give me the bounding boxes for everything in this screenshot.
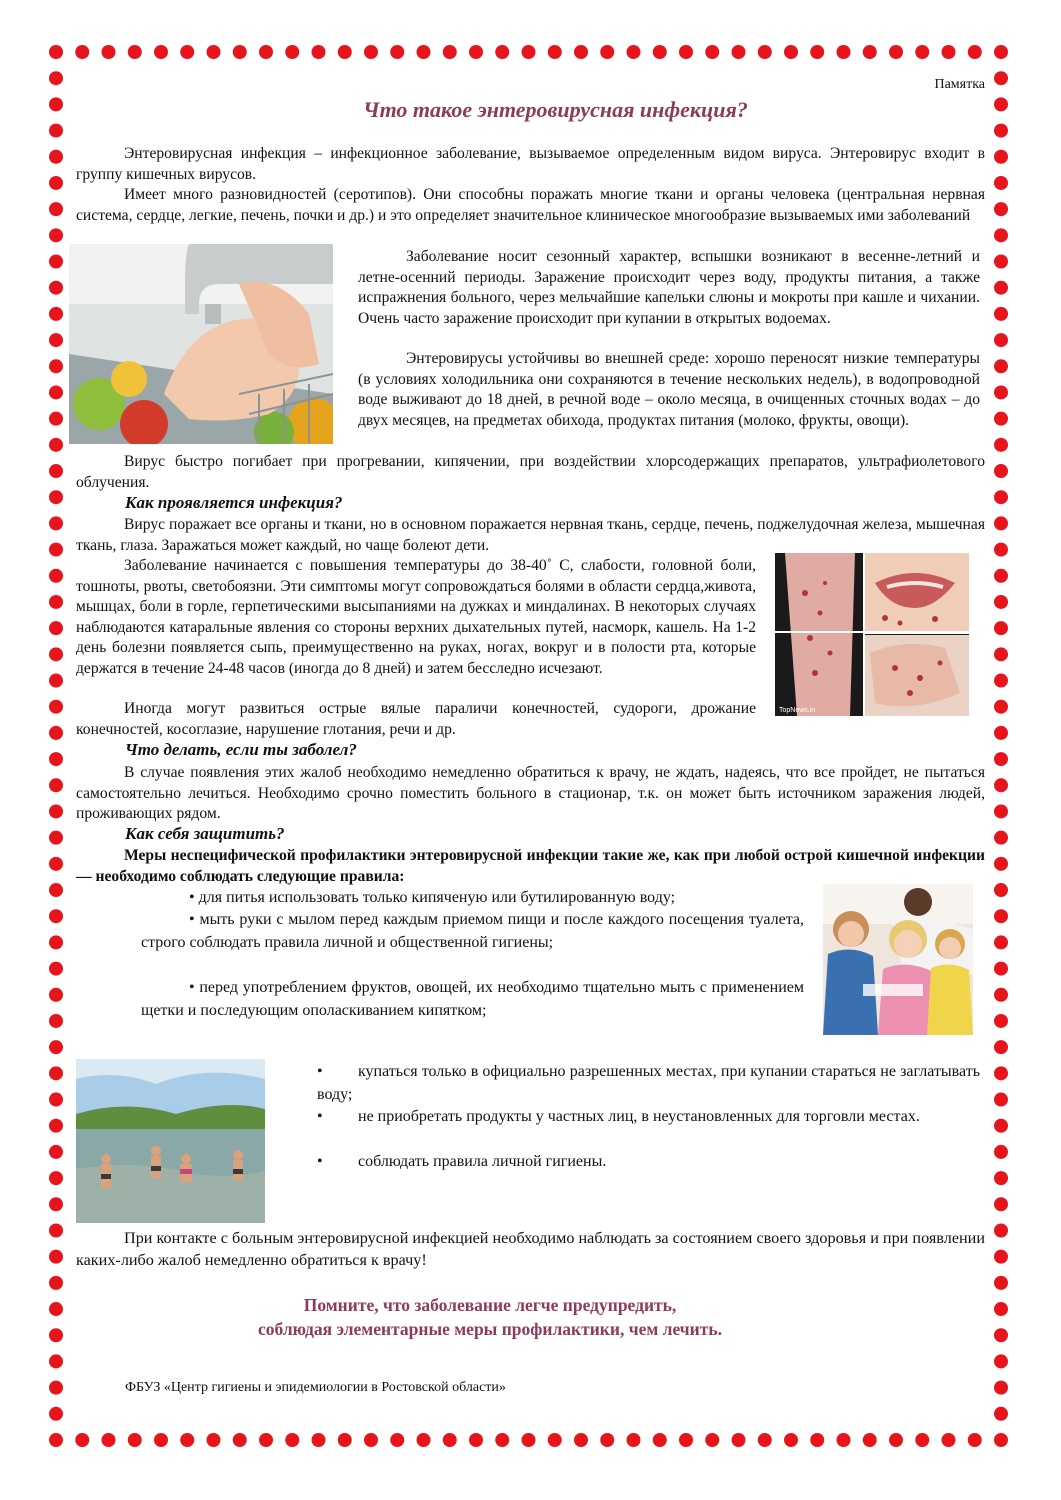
- intro-paragraph-3: Заболевание носит сезонный характер, вспышки возникают в весенне-летний и летне-осенний периоды. Заражение происходит через воду, продукты питания, а также испражнения больного, через мельчайшие капельки слюны и мокроты при кашле и чихании. Очень часто заражение происходит при купании в открытых водоемах.: [358, 248, 980, 327]
- border-dot: [705, 1433, 719, 1447]
- symptoms-heading: Как проявляется инфекция?: [125, 493, 343, 512]
- border-dot: [49, 1197, 63, 1211]
- border-dot: [49, 385, 63, 399]
- bullet-marker: •: [317, 1153, 323, 1170]
- border-dot: [522, 1433, 536, 1447]
- border-dot: [994, 831, 1008, 845]
- border-dot: [522, 45, 536, 59]
- border-dot: [994, 543, 1008, 557]
- border-dot: [417, 1433, 431, 1447]
- border-dot: [364, 45, 378, 59]
- border-dot: [233, 45, 247, 59]
- border-dot: [49, 255, 63, 269]
- border-dot: [994, 700, 1008, 714]
- bullet-item-3: • перед употреблением фруктов, овощей, их необходимо тщательно мыть с применением щетки и последующим ополаскиванием кипятком;: [141, 979, 804, 1019]
- border-dot: [495, 45, 509, 59]
- border-dot: [994, 412, 1008, 426]
- border-dot: [49, 595, 63, 609]
- border-dot: [49, 857, 63, 871]
- border-dot: [915, 1433, 929, 1447]
- border-dot: [49, 1433, 63, 1447]
- border-dot: [49, 1171, 63, 1185]
- bullet-item-5: • не приобретать продукты у частных лиц, в неустановленных для торговли местах.: [317, 1106, 980, 1129]
- border-dot: [994, 1328, 1008, 1342]
- border-dot: [233, 1433, 247, 1447]
- border-dot: [49, 176, 63, 190]
- border-dot: [994, 909, 1008, 923]
- border-dot: [653, 1433, 667, 1447]
- border-dot: [417, 45, 431, 59]
- border-dot: [49, 1014, 63, 1028]
- border-dot: [49, 962, 63, 976]
- border-dot: [600, 45, 614, 59]
- border-dot: [994, 1040, 1008, 1054]
- memo-label: Памятка: [934, 77, 985, 92]
- symptoms-paragraph-3: Иногда могут развиться острые вялые параличи конечностей, судороги, дрожание конечностей, косоглазие, нарушение глотания, речи и др.: [76, 700, 756, 738]
- border-dot: [994, 621, 1008, 635]
- border-dot: [338, 45, 352, 59]
- protect-intro: Меры неспецифической профилактики энтеровирусной инфекции такие же, как при любой острой кишечной инфекции — необходимо соблюдать следующие правила:: [76, 847, 985, 885]
- border-dot: [49, 281, 63, 295]
- border-dot: [600, 1433, 614, 1447]
- border-dot: [49, 569, 63, 583]
- footer-organization: ФБУЗ «Центр гигиены и эпидемиологии в Ростовской области»: [125, 1380, 506, 1395]
- border-dot: [994, 281, 1008, 295]
- border-dot: [994, 45, 1008, 59]
- border-dot: [994, 752, 1008, 766]
- border-dot: [548, 1433, 562, 1447]
- border-dot: [863, 1433, 877, 1447]
- symptoms-paragraph-2: Заболевание начинается с повышения температуры до 38-40˚ С, слабости, головной боли, тошноты, рвоты, светобоязни. Эти симптомы могут сопровождаться болями в области сердца,живота, мышцах, боли в горле, герпетическими высыпаниями на дужках и миндалинах. В некоторых случаях наблюдаются катаральные явления со стороны верхних дыхательных путей, насморк, кашель. На 1-2 день болезни появляется сыпь, преимущественно на руках, ногах, вокруг и в полости рта, которые держатся в течение 24-48 часов (иногда до 8 дней) и затем бесследно исчезают.: [76, 557, 756, 677]
- bullet-item-2: • мыть руки с мылом перед каждым приемом пищи и после каждого посещения туалета, строго соблюдать правила личной и общественной гигиены;: [141, 911, 805, 951]
- border-dot: [49, 464, 63, 478]
- border-dot: [994, 1093, 1008, 1107]
- children-washing-hands-image: [823, 884, 973, 1035]
- border-dot: [994, 307, 1008, 321]
- border-dot: [994, 150, 1008, 164]
- page-title: Что такое энтеровирусная инфекция?: [363, 97, 748, 122]
- border-dot: [994, 935, 1008, 949]
- border-dot: [312, 1433, 326, 1447]
- border-dot: [994, 1197, 1008, 1211]
- border-dot: [837, 45, 851, 59]
- border-dot: [128, 1433, 142, 1447]
- border-dot: [994, 1066, 1008, 1080]
- children-swimming-image: [76, 1059, 265, 1223]
- border-dot: [49, 909, 63, 923]
- border-dot: [49, 804, 63, 818]
- border-dot: [259, 45, 273, 59]
- border-dot: [994, 490, 1008, 504]
- border-dot: [312, 45, 326, 59]
- border-dot: [994, 385, 1008, 399]
- intro-paragraph-4: Энтеровирусы устойчивы во внешней среде: хорошо переносят низкие температуры (в условиях холодильника они сохраняются в течение нескольких недель), в водопроводной воде выживают до 18 дней, в речной воде – около месяца, в очищенных сточных водах – до двух месяцев, на предметах обихода, продуктах питания (молоко, фрукты, овощи).: [358, 350, 980, 429]
- intro-paragraph-1: Энтеровирусная инфекция – инфекционное заболевание, вызываемое определенным видом вируса. Энтеровирус входит в группу кишечных вирусов.: [76, 145, 985, 183]
- border-dot: [154, 45, 168, 59]
- bullet-marker: •: [189, 911, 195, 928]
- border-dot: [49, 1276, 63, 1290]
- sick-heading: Что делать, если ты заболел?: [125, 740, 357, 759]
- washing-fruit-image: [69, 244, 333, 444]
- bullet-item-4: • купаться только в официально разрешенных местах, при купании стараться не заглатывать воду;: [317, 1063, 980, 1103]
- border-dot: [994, 1250, 1008, 1264]
- border-dot: [942, 45, 956, 59]
- border-dot: [994, 1145, 1008, 1159]
- border-dot: [994, 569, 1008, 583]
- border-dot: [994, 883, 1008, 897]
- border-dot: [627, 1433, 641, 1447]
- border-dot: [390, 1433, 404, 1447]
- border-dot: [994, 1014, 1008, 1028]
- border-dot: [994, 359, 1008, 373]
- border-dot: [994, 1119, 1008, 1133]
- border-dot: [49, 1223, 63, 1237]
- border-dot: [574, 45, 588, 59]
- intro-paragraph-2: Имеет много разновидностей (серотипов). Они способны поражать многие ткани и органы человека (центральная нервная система, сердце, легкие, печень, почки и др.) и это определяет значительное клиническое многообразие вызываемых ими заболеваний: [76, 186, 985, 224]
- border-dot: [49, 778, 63, 792]
- border-dot: [994, 726, 1008, 740]
- border-dot: [49, 831, 63, 845]
- border-dot: [994, 1354, 1008, 1368]
- image-watermark: TopNews.in: [779, 707, 816, 714]
- border-dot: [994, 1302, 1008, 1316]
- border-dot: [994, 202, 1008, 216]
- border-dot: [49, 1066, 63, 1080]
- border-dot: [49, 935, 63, 949]
- border-dot: [49, 1407, 63, 1421]
- border-dot: [49, 150, 63, 164]
- border-dot: [285, 45, 299, 59]
- border-dot: [49, 543, 63, 557]
- border-dot: [49, 1381, 63, 1395]
- sick-paragraph: В случае появления этих жалоб необходимо немедленно обратиться к врачу, не ждать, надеясь, что все пройдет, не пытаться самостоятельно лечиться. Необходимо срочно поместить больного в стационар, т.к. он может быть источником заражения людей, проживающих рядом.: [76, 764, 985, 822]
- protect-heading: Как себя защитить?: [125, 824, 285, 843]
- border-dot: [994, 1223, 1008, 1237]
- border-dot: [784, 45, 798, 59]
- border-dot: [49, 1328, 63, 1342]
- border-dot: [49, 1250, 63, 1264]
- border-dot: [154, 1433, 168, 1447]
- border-dot: [915, 45, 929, 59]
- border-dot: [889, 45, 903, 59]
- border-dot: [469, 45, 483, 59]
- bullet-marker: •: [189, 979, 195, 996]
- border-dot: [994, 464, 1008, 478]
- border-dot: [627, 45, 641, 59]
- border-dot: [758, 45, 772, 59]
- border-dot: [994, 1407, 1008, 1421]
- border-dot: [49, 621, 63, 635]
- border-dot: [49, 726, 63, 740]
- border-dot: [994, 1381, 1008, 1395]
- border-dot: [49, 1040, 63, 1054]
- border-dot: [49, 674, 63, 688]
- border-dot: [942, 1433, 956, 1447]
- border-dot: [495, 1433, 509, 1447]
- border-dot: [810, 45, 824, 59]
- border-dot: [994, 71, 1008, 85]
- border-dot: [679, 1433, 693, 1447]
- contact-paragraph: При контакте с больным энтеровирусной инфекцией необходимо наблюдать за состоянием своего здоровья и при появлении каких-либо жалоб немедленно обратиться к врачу!: [76, 1229, 985, 1269]
- border-dot: [49, 202, 63, 216]
- border-dot: [732, 45, 746, 59]
- border-dot: [49, 45, 63, 59]
- bullet-marker: •: [317, 1108, 323, 1125]
- border-dot: [180, 1433, 194, 1447]
- border-dot: [443, 1433, 457, 1447]
- border-dot: [994, 228, 1008, 242]
- border-dot: [364, 1433, 378, 1447]
- rash-symptoms-image: [775, 553, 969, 716]
- border-dot: [75, 1433, 89, 1447]
- border-dot: [49, 359, 63, 373]
- border-dot: [49, 516, 63, 530]
- border-dot: [994, 857, 1008, 871]
- border-dot: [49, 1354, 63, 1368]
- intro-paragraph-5: Вирус быстро погибает при прогревании, кипячении, при воздействии хлорсодержащих препаратов, ультрафиолетового облучения.: [76, 453, 985, 491]
- border-dot: [994, 176, 1008, 190]
- bullet-marker: •: [317, 1063, 323, 1080]
- border-dot: [102, 45, 116, 59]
- border-dot: [679, 45, 693, 59]
- border-dot: [338, 1433, 352, 1447]
- border-dot: [968, 45, 982, 59]
- border-dot: [732, 1433, 746, 1447]
- border-dot: [994, 804, 1008, 818]
- border-dot: [259, 1433, 273, 1447]
- border-dot: [49, 647, 63, 661]
- border-dot: [994, 988, 1008, 1002]
- border-dot: [49, 333, 63, 347]
- border-dot: [49, 490, 63, 504]
- border-dot: [784, 1433, 798, 1447]
- border-dot: [75, 45, 89, 59]
- border-dot: [837, 1433, 851, 1447]
- border-dot: [207, 45, 221, 59]
- border-dot: [574, 1433, 588, 1447]
- border-dot: [994, 595, 1008, 609]
- closing-line-1: Помните, что заболевание легче предупредить,: [303, 1295, 677, 1315]
- symptoms-paragraph-1: Вирус поражает все органы и ткани, но в основном поражается нервная ткань, сердце, печень, поджелудочная железа, мышечная ткань, глаза. Заражаться может каждый, но чаще болеют дети.: [76, 516, 985, 554]
- border-dot: [390, 45, 404, 59]
- border-dot: [49, 1119, 63, 1133]
- border-dot: [128, 45, 142, 59]
- closing-line-2: соблюдая элементарные меры профилактики, чем лечить.: [258, 1319, 722, 1339]
- border-dot: [889, 1433, 903, 1447]
- border-dot: [548, 45, 562, 59]
- border-dot: [180, 45, 194, 59]
- border-dot: [49, 71, 63, 85]
- border-dot: [443, 45, 457, 59]
- border-dot: [994, 778, 1008, 792]
- border-dot: [49, 307, 63, 321]
- border-dot: [285, 1433, 299, 1447]
- border-dot: [994, 333, 1008, 347]
- border-dot: [994, 1276, 1008, 1290]
- border-dot: [968, 1433, 982, 1447]
- border-dot: [207, 1433, 221, 1447]
- border-dot: [49, 412, 63, 426]
- bullet-item-6: • соблюдать правила личной гигиены.: [317, 1151, 980, 1174]
- border-dot: [49, 1302, 63, 1316]
- border-dot: [469, 1433, 483, 1447]
- border-dot: [810, 1433, 824, 1447]
- bullet-item-1: • для питья использовать только кипяченую или бутилированную воду;: [189, 889, 676, 906]
- border-dot: [994, 962, 1008, 976]
- border-dot: [49, 1093, 63, 1107]
- border-dot: [653, 45, 667, 59]
- border-dot: [49, 438, 63, 452]
- border-dot: [49, 124, 63, 138]
- border-dot: [994, 516, 1008, 530]
- border-dot: [49, 752, 63, 766]
- border-dot: [49, 700, 63, 714]
- border-dot: [994, 674, 1008, 688]
- border-dot: [863, 45, 877, 59]
- border-dot: [49, 883, 63, 897]
- border-dot: [49, 988, 63, 1002]
- border-dot: [102, 1433, 116, 1447]
- border-dot: [994, 438, 1008, 452]
- border-dot: [49, 1145, 63, 1159]
- border-dot: [758, 1433, 772, 1447]
- border-dot: [49, 228, 63, 242]
- border-dot: [994, 124, 1008, 138]
- border-dot: [994, 1433, 1008, 1447]
- border-dot: [994, 647, 1008, 661]
- border-dot: [994, 1171, 1008, 1185]
- border-dot: [994, 255, 1008, 269]
- bullet-marker: •: [189, 889, 195, 906]
- border-dot: [705, 45, 719, 59]
